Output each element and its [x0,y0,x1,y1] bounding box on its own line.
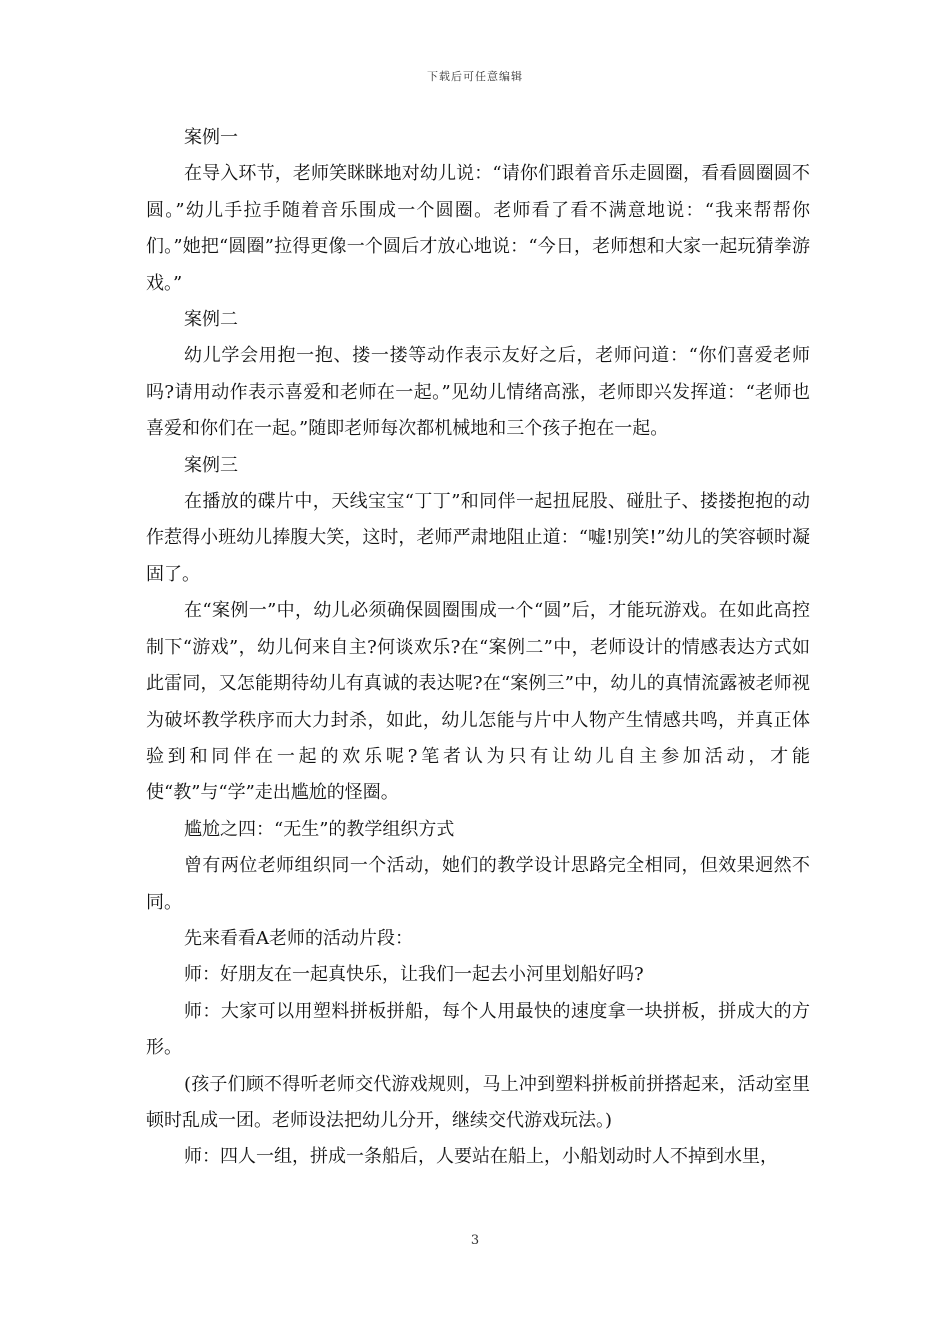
paragraph: 在播放的碟片中，天线宝宝“丁丁”和同伴一起扭屁股、碰肚子、搂搂抱抱的动作惹得小班幼儿捧腹大笑，这时，老师严肃地阻止道：“嘘!别笑!”幼儿的笑容顿时凝固了。 [146,491,810,585]
body-text [146,120,810,1176]
paragraph: 先来看看A老师的活动片段： [184,927,413,949]
paragraph: 师：好朋友在一起真快乐，让我们一起去小河里划船好吗? [184,964,644,986]
page-header-note: 下载后可任意编辑 [427,70,523,83]
paragraph: 曾有两位老师组织同一个活动，她们的教学设计思路完全相同，但效果迥然不同。 [146,855,810,913]
paragraph: 在导入环节，老师笑眯眯地对幼儿说：“请你们跟着音乐走圆圈，看看圆圈圆不圆。”幼儿手拉手随着音乐围成一个圆圈。老师看了看不满意地说：“我来帮帮你们。”她把“圆圈”拉得更像一个圆后才放心地说：“今日，老师想和大家一起玩猜拳游戏。” [146,163,810,294]
page-number: 3 [470,1233,480,1248]
paragraph: 案例二 [184,309,238,331]
paragraph: 在“案例一”中，幼儿必须确保圆圈围成一个“圆”后，才能玩游戏。在如此高控制下“游戏”，幼儿何来自主?何谈欢乐?在“案例二”中，老师设计的情感表达方式如此雷同，又怎能期待幼儿有真诚的表达呢?在“案例三”中，幼儿的真情流露被老师视为破坏教学秩序而大力封杀，如此，幼儿怎能与片中人物产生情感共鸣，并真正体验到和同伴在一起的欢乐呢?笔者认为只有让幼儿自主参加活动，才能使“教”与“学”走出尴尬的怪圈。 [146,600,810,804]
paragraph: 幼儿学会用抱一抱、搂一搂等动作表示友好之后，老师问道：“你们喜爱老师吗?请用动作表示喜爱和老师在一起。”见幼儿情绪高涨，老师即兴发挥道：“老师也喜爱和你们在一起。”随即老师每次都机械地和三个孩子抱在一起。 [146,345,810,440]
paragraph: 案例三 [184,454,238,476]
paragraph: 师：大家可以用塑料拼板拼船，每个人用最快的速度拿一块拼板，拼成大的方形。 [146,1000,810,1059]
paragraph: 尴尬之四：“无生”的教学组织方式 [184,818,455,840]
paragraph: 师：四人一组，拼成一条船后，人要站在船上，小船划动时人不掉到水里， [184,1146,778,1168]
paragraph: 案例一 [184,127,238,148]
paragraph: (孩子们顾不得听老师交代游戏规则，马上冲到塑料拼板前拼搭起来，活动室里顿时乱成一团。老师设法把幼儿分开，继续交代游戏玩法。) [146,1073,810,1131]
